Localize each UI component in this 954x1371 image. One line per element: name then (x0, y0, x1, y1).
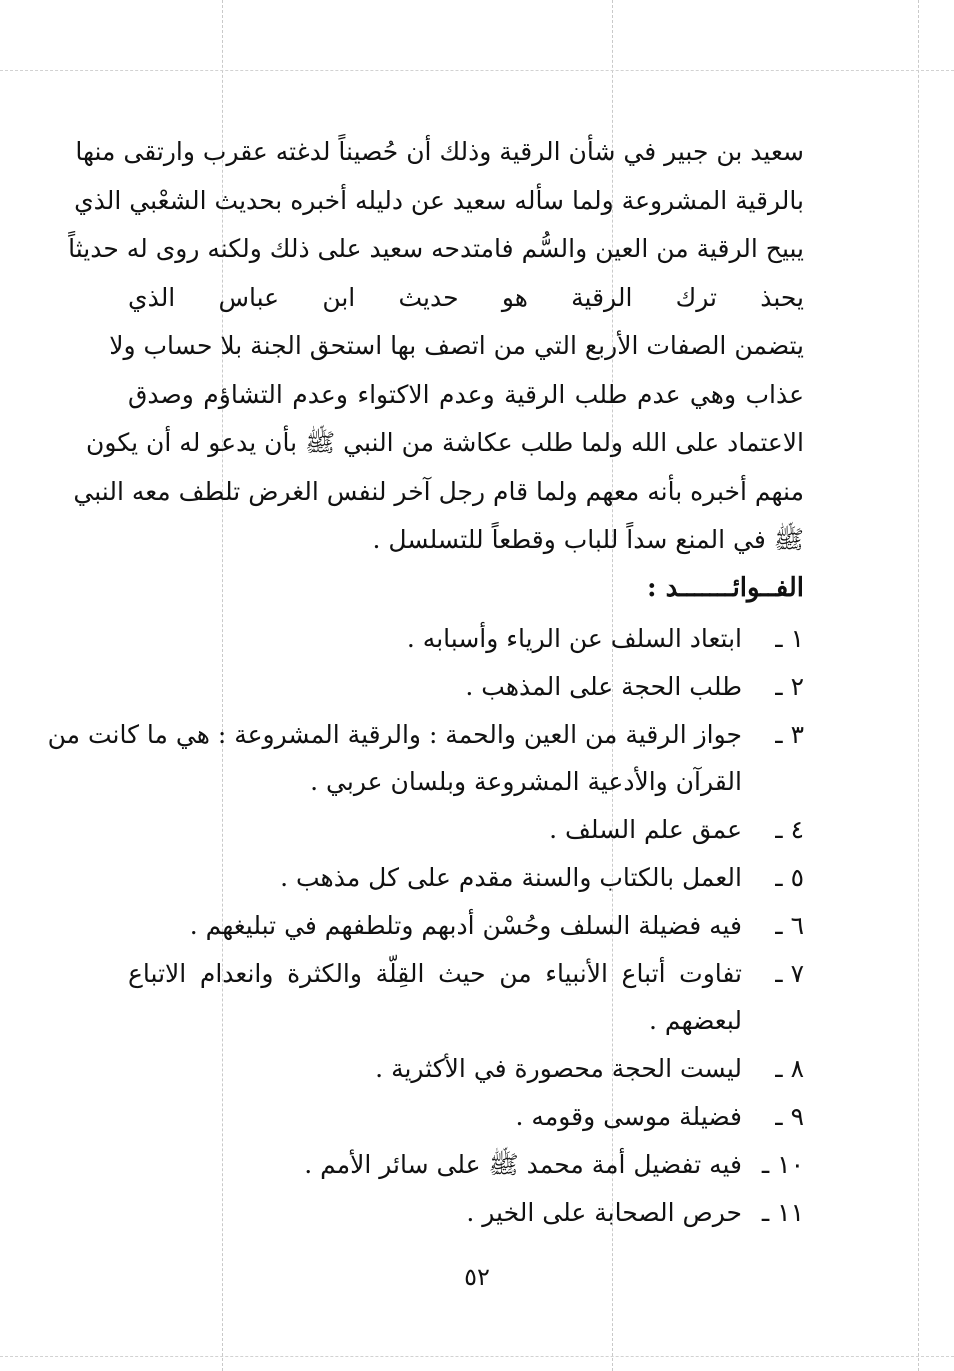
list-item (128, 1045, 804, 1093)
item-number: ٨ ـ (775, 1054, 804, 1084)
item-line: العمل بالكتاب والسنة مقدم على كل مذهب . (280, 862, 742, 892)
list-item (128, 663, 804, 711)
paragraph-line: الاعتماد على الله ولما طلب عكاشة من النبي ﷺ بأن يدعو له أن يكون (86, 428, 804, 457)
list-item (128, 615, 804, 663)
item-number: ٢ ـ (775, 671, 804, 701)
list-item (128, 806, 804, 854)
body-paragraph (68, 128, 804, 565)
item-number: ١٠ ـ (761, 1149, 804, 1179)
item-text (128, 902, 742, 950)
page-number: ٥٢ (464, 1263, 490, 1291)
item-number: ٤ ـ (775, 815, 804, 845)
paragraph-line: بالرقية المشروعة ولما سأله سعيد عن دليله أخبره بحديث الشعْبي الذي (74, 185, 804, 215)
item-number: ٦ ـ (775, 910, 804, 940)
item-text (128, 663, 742, 711)
item-number: ٧ ـ (775, 958, 804, 988)
item-line: لبعضهم . (649, 1006, 742, 1036)
item-line: فيه تفضيل أمة محمد ﷺ على سائر الأمم . (304, 1149, 742, 1179)
item-text (128, 1093, 742, 1141)
item-line: تفاوت أتباع الأنبياء من حيث القِلّة والكثرة وانعدام الاتباع (128, 958, 742, 988)
scan-guide-line (918, 0, 919, 1371)
list-item (47, 711, 804, 807)
benefits-heading: الفــوائـــــــد : (646, 573, 804, 603)
item-text (128, 950, 742, 1046)
list-item (128, 902, 804, 950)
item-line: فضيلة موسى وقومه . (515, 1101, 742, 1131)
item-text (48, 711, 742, 807)
paragraph-line: سعيد بن جبير في شأن الرقية وذلك أن حُصيناً لدغته عقرب وارتقى منها (75, 137, 804, 166)
benefits-list (47, 615, 804, 1236)
item-number: ١١ ـ (761, 1197, 804, 1227)
item-text (128, 1045, 742, 1093)
item-line: جواز الرقية من العين والحمة : والرقية المشروعة : هي ما كانت من (47, 719, 742, 749)
paragraph-line: ﷺ في المنع سداً للباب وقطعاً للتسلسل . (372, 525, 804, 554)
paragraph-line: يبيح الرقية من العين والسُّم فامتدحه سعيد على ذلك ولكنه روى له حديثاً (68, 234, 804, 263)
paragraph-line: يحبذ ترك الرقية هو حديث ابن عباس الذي (128, 282, 804, 312)
list-item (128, 1141, 804, 1189)
list-item (128, 950, 804, 1046)
paragraph-line: عذاب وهي عدم طلب الرقية وعدم الاكتواء وعدم التشاؤم وصدق (128, 379, 804, 409)
item-line: حرص الصحابة على الخير . (466, 1197, 742, 1227)
item-line: ليست الحجة محصورة في الأكثرية . (375, 1054, 742, 1084)
item-number: ٩ ـ (775, 1101, 804, 1131)
scan-guide-line (0, 1356, 954, 1357)
paragraph-line: يتضمن الصفات الأربع التي من اتصف بها استحق الجنة بلا حساب ولا (109, 331, 804, 360)
paragraph-line: منهم أخبره بأنه معهم ولما قام رجل آخر لنفس الغرض تلطف معه النبي (73, 476, 804, 506)
item-line: عمق علم السلف . (549, 815, 742, 845)
item-number: ١ ـ (775, 624, 804, 653)
item-line: ابتعاد السلف عن الرياء وأسبابه . (406, 624, 742, 653)
item-line: القرآن والأدعية المشروعة وبلسان عربي . (310, 767, 742, 797)
item-line: فيه فضيلة السلف وحُسْن أدبهم وتلطفهم في تبليغهم . (189, 910, 742, 940)
list-item (128, 1093, 804, 1141)
item-text (128, 806, 742, 854)
list-item (128, 1189, 804, 1237)
scan-guide-line (0, 70, 954, 71)
item-text (128, 1189, 742, 1237)
item-number: ٣ ـ (775, 719, 804, 749)
item-text (128, 1141, 742, 1189)
item-text (128, 615, 742, 663)
item-text (128, 854, 742, 902)
item-number: ٥ ـ (775, 862, 804, 892)
list-item (128, 854, 804, 902)
item-line: طلب الحجة على المذهب . (465, 671, 742, 701)
